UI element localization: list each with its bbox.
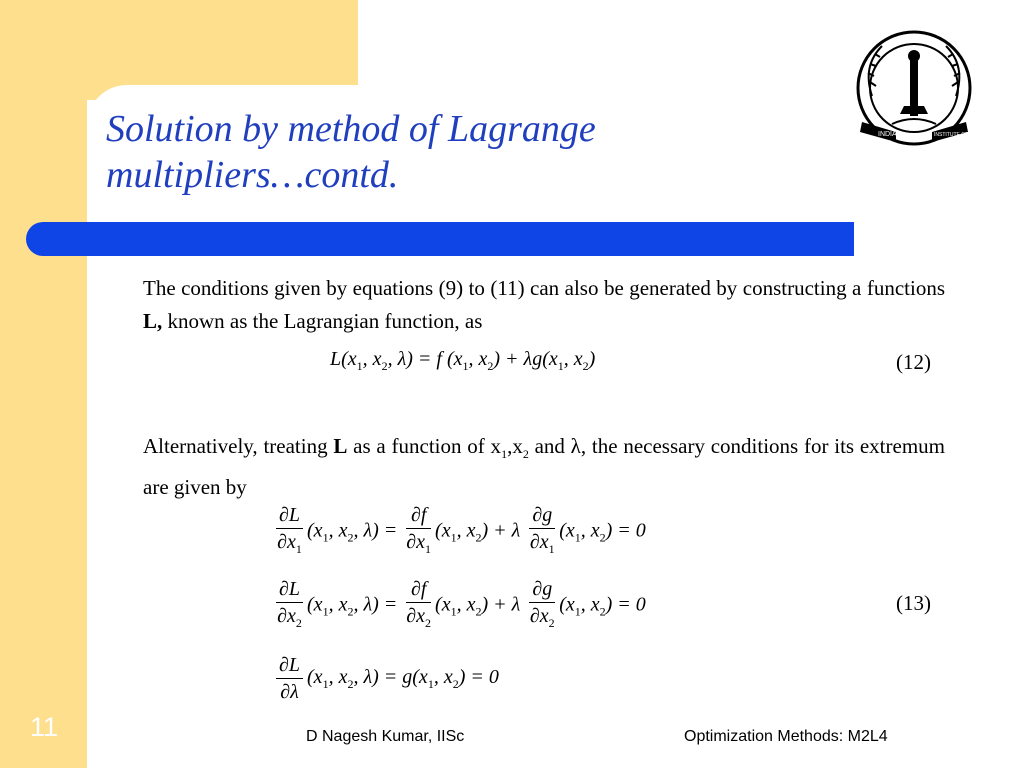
- equation-12: $L(x_1$, $x_2$, λ) = f ($x_1$, $x_2) + \lambda g(x_1$, $x_2$): [330, 348, 596, 373]
- title-underline-bar: [26, 222, 854, 256]
- logo-text-left: INDIAN: [878, 131, 902, 138]
- logo-text-right: INSTITUTE OF SCIENCE: [934, 132, 992, 138]
- slide-number: 11: [30, 712, 59, 742]
- footer-author: D Nagesh Kumar, IISc: [306, 728, 465, 745]
- equation-12-number: (12): [896, 350, 931, 374]
- equation-13-number: (13): [896, 591, 931, 615]
- footer-course: Optimization Methods: M2L4: [684, 728, 888, 745]
- left-sidebar: [0, 0, 87, 768]
- paragraph-necessary-conditions: Alternatively, treating L as a function of $x_1,x_2$ and λ, the necessary conditions for its extremum are given by: [143, 434, 945, 500]
- paragraph-lagrangian-intro: The conditions given by equations (9) to (11) can also be generated by constructing a functions L, known as the Lagrangian function, as: [143, 276, 945, 333]
- slide-title: Solution by method of Lagrange multipliers…contd.: [106, 108, 596, 196]
- iisc-logo-icon: [852, 26, 992, 150]
- equation-13b: $\frac{\partial L}{\partial x_2}$ ($x_1$, $x_2$, λ) = $\frac{\partial f}{\partial x_2}$ ($x_1$, $x_2) + \lambda$ $\frac{\partial g}{\partial x_2}$ ($x_1$, $x_2) = 0$: [277, 578, 646, 630]
- equation-13c: $\frac{\partial L}{\partial\lambda}$ ($x_1$, $x_2$, $\lambda) = g(x_1$, $x_2) = 0$: [272, 652, 499, 705]
- equation-13a: $\frac{\partial L}{\partial x_1}$ ($x_1$, $x_2$, λ) = $\frac{\partial f}{\partial x_1}$ ($x_1$, $x_2) + \lambda$ $\frac{\partial g}{\partial x_1}$ ($x_1$, $x_2) = 0$: [277, 504, 646, 556]
